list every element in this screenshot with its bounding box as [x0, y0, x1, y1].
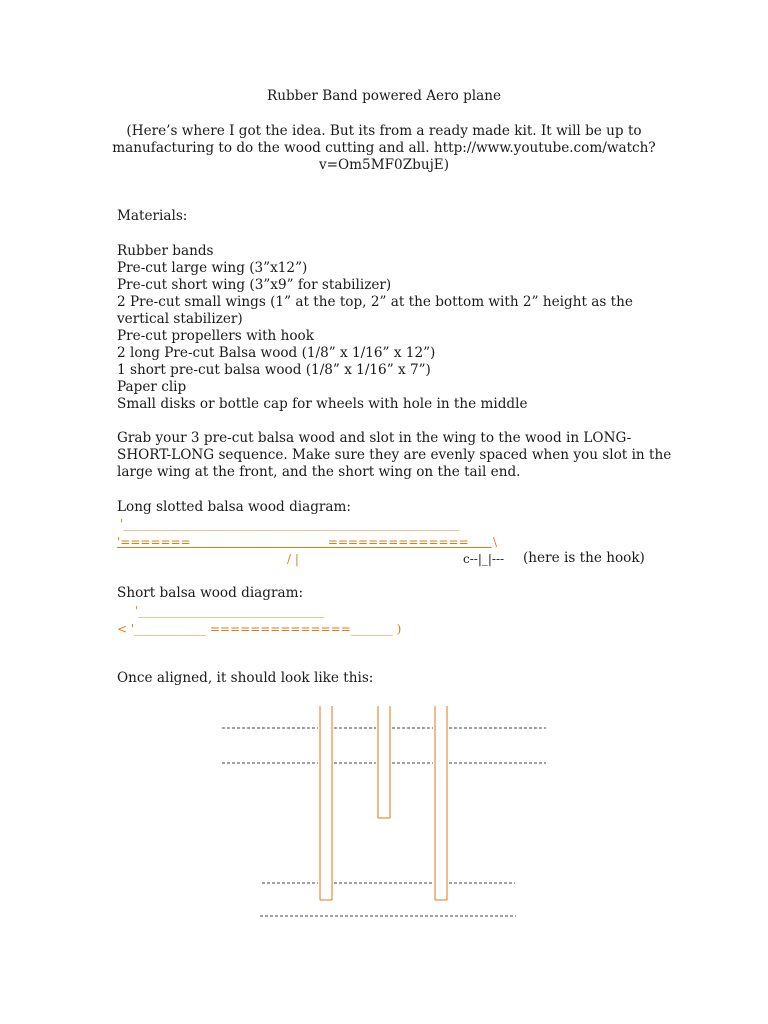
instruction-line: large wing at the front, and the short wing on the tail end.	[117, 464, 521, 480]
long-diagram-line-2a: '=======​	[117, 535, 363, 549]
long-diagram-heading: Long slotted balsa wood diagram:	[117, 499, 352, 515]
instruction-line: Grab your 3 pre-cut balsa wood and slot in the wing to the wood in LONG-	[117, 430, 632, 446]
material-item: Small disks or bottle cap for wheels with hole in the middle	[117, 396, 528, 412]
long-diagram-hook-note: (here is the hook)	[523, 550, 645, 566]
intro-line-2: manufacturing to do the wood cutting and all. http://www.youtube.com/watch?	[112, 140, 656, 156]
material-item: Pre-cut large wing (3”x12”)	[117, 260, 308, 276]
assembled-diagram	[0, 700, 768, 940]
short-diagram-line-2: < '____________ ==============_______ )	[117, 622, 402, 636]
aligned-heading: Once aligned, it should look like this:	[117, 670, 374, 686]
long-diagram-line-2b-text: ==============	[327, 535, 469, 549]
material-item: Pre-cut propellers with hook	[117, 328, 314, 344]
short-diagram-heading: Short balsa wood diagram:	[117, 585, 304, 601]
intro-line-1: (Here’s where I got the idea. But its from a ready made kit. It will be up to	[126, 123, 642, 139]
material-item: 2 Pre-cut small wings (1” at the top, 2” at the bottom with 2” height as the	[117, 294, 633, 310]
material-item: Pre-cut short wing (3”x9” for stabilizer)	[117, 277, 392, 293]
long-diagram-line-2b	[305, 534, 492, 551]
material-item: Rubber bands	[117, 243, 214, 259]
long-diagram-line-1: '________________________________________________________	[120, 517, 460, 531]
material-item: 1 short pre-cut balsa wood (1/8” x 1/16” x 7”)	[117, 362, 431, 378]
material-item: 2 long Pre-cut Balsa wood (1/8” x 1/16” x 12”)	[117, 345, 436, 361]
intro-line-3: v=Om5MF0ZbujE)	[318, 157, 450, 173]
long-diagram-line-2c: \	[493, 535, 498, 549]
material-item: vertical stabilizer)	[117, 311, 243, 327]
instruction-line: SHORT-LONG sequence. Make sure they are evenly spaced when you slot in the	[117, 447, 672, 463]
short-diagram-line-1: '_______________________________	[135, 604, 325, 618]
long-diagram-line-3a: / |	[287, 552, 299, 566]
document-title: Rubber Band powered Aero plane	[266, 88, 502, 104]
long-diagram-line-2a-text: '=======	[117, 535, 191, 549]
materials-heading: Materials:	[117, 208, 188, 224]
material-item: Paper clip	[117, 379, 187, 395]
long-diagram-line-3b: c--|_|---	[463, 552, 505, 566]
